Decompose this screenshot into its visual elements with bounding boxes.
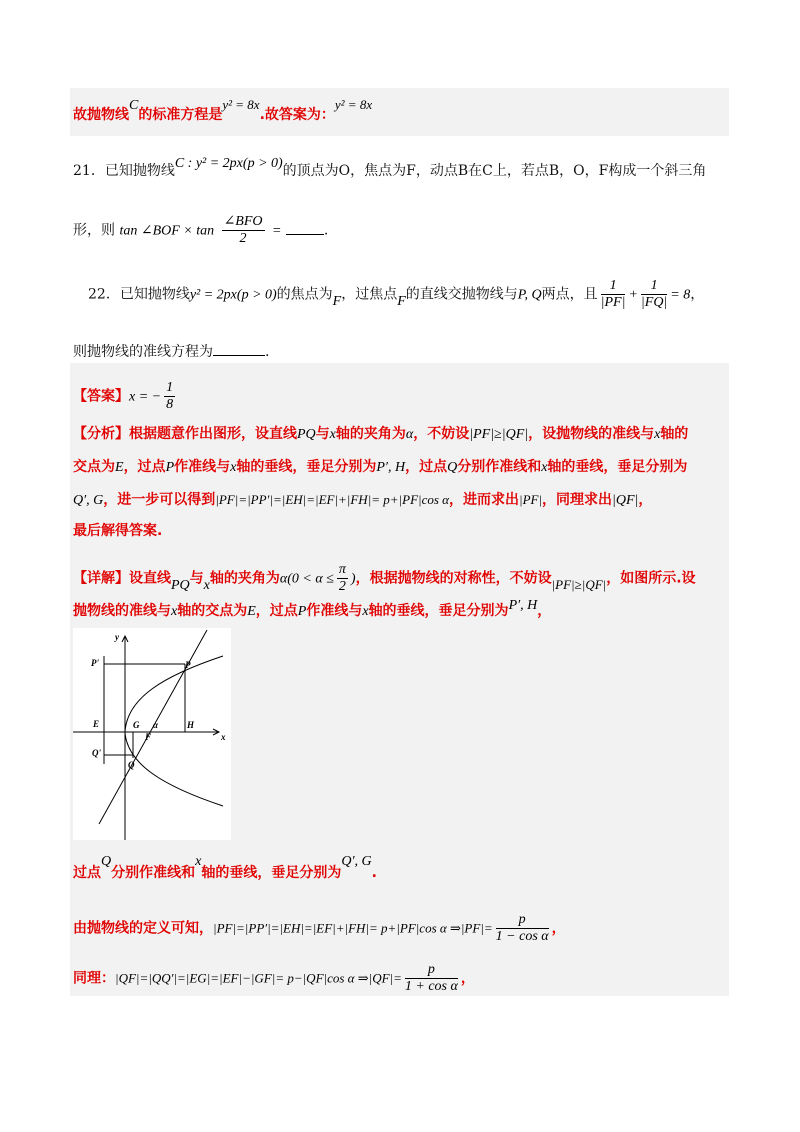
answer-label: 【答案】 [73, 388, 129, 405]
after-num: p [496, 912, 549, 929]
q22-plus: + [628, 287, 638, 303]
detail-line2 [73, 600, 551, 620]
detail-two: 2 [338, 579, 346, 594]
analysis-text: 轴的垂线，垂足分别为 [236, 459, 377, 475]
analysis-math: x [541, 460, 548, 475]
q21-fraction [222, 214, 265, 247]
label-f: F [145, 732, 152, 742]
detail-text: 设直线 [129, 570, 171, 587]
answer-mid2: .故答案为： [259, 107, 335, 123]
detail-math: P′, H [508, 598, 538, 613]
analysis-math: Q′, G [73, 493, 104, 508]
analysis-text: ， [638, 492, 653, 508]
detail-math: |PF|≥|QF| [551, 576, 607, 592]
analysis-text: 与 [315, 426, 330, 442]
analysis-text: ，同理求出 [542, 492, 613, 508]
label-alpha: α [153, 720, 158, 730]
analysis-text: 轴的垂线，垂足分别为 [547, 459, 688, 475]
answer-frac [164, 380, 175, 413]
q21-number: 21．已知抛物线 [73, 163, 175, 179]
analysis-math: PQ [297, 427, 316, 442]
label-p: P [185, 660, 191, 670]
analysis-text: ，过点 [123, 459, 166, 475]
answer-mid1: 的标准方程是 [138, 107, 223, 123]
after-math: |PF|=|PP′|=|EH|=|EF|+|FH|= p+|PF|cos α ⇒|PF|= [213, 920, 493, 936]
label-y: y [115, 632, 119, 642]
answer-eq: y² = 8x [222, 97, 260, 112]
after-line1 [73, 854, 377, 882]
after-frac2 [405, 962, 458, 995]
after-text: 由抛物线的定义可知， [73, 920, 213, 937]
detail-text: ，如图所示.设 [606, 570, 696, 587]
detail-label: 【详解】 [73, 570, 129, 587]
detail-text: 轴的夹角为 [209, 570, 280, 587]
analysis-text: 作准线与 [174, 459, 231, 475]
curve-c: C [129, 98, 139, 113]
detail-text: 与 [189, 570, 204, 587]
label-g: G [133, 720, 140, 730]
analysis-math: |QF| [612, 493, 639, 508]
after-den: 1 − cos α [495, 929, 549, 944]
analysis-math: E [115, 460, 124, 475]
q22-frac2 [641, 278, 667, 311]
q22-F2: F [397, 293, 406, 309]
analysis-math: x [329, 427, 336, 442]
after-line2 [73, 912, 566, 945]
q22-text4: 两点，且 [541, 286, 598, 303]
analysis-line3 [73, 489, 652, 509]
label-q: Q [128, 760, 135, 770]
analysis-text: ，进而求出 [449, 492, 519, 508]
label-h: H [187, 720, 195, 730]
answer-lhs: x = − [129, 389, 162, 405]
q22-rhs: = 8 [670, 287, 691, 303]
analysis-text: ，不妨设 [413, 426, 470, 442]
question-21-line1 [73, 156, 707, 180]
analysis-text: ，进一步可以得到 [103, 492, 216, 508]
q22-line2: 则抛物线的准线方程为 [73, 344, 213, 360]
question-21-line2 [73, 214, 328, 247]
analysis-math: α [405, 427, 414, 442]
detail-line1 [73, 562, 696, 595]
after-text: 过点 [73, 865, 101, 881]
analysis-text: 轴的夹角为 [335, 426, 406, 442]
analysis-math: |PF|≥|QF| [469, 427, 529, 442]
q21-frac-num: ∠BFO [223, 214, 263, 229]
answer-lead: 故抛物线 [73, 107, 129, 123]
q22-comma: ， [690, 286, 705, 303]
detail-text: ，根据抛物线的对称性，不妨设 [355, 570, 552, 587]
q22-f2-den: |FQ| [640, 295, 668, 310]
q21-expr: tan ∠BOF × tan [119, 223, 215, 239]
q21-text1: 的顶点为O，焦点为F，动点B在C上，若点B，O，F构成一个斜三角 [282, 163, 707, 179]
analysis-math: |PF| [519, 492, 543, 507]
analysis-text: 根据题意作出图形，设直线 [129, 426, 297, 442]
top-answer-line [73, 97, 373, 124]
after-math: x [195, 854, 202, 869]
question-22-line2 [73, 341, 269, 361]
detail-text: 轴的垂线，垂足分别为 [368, 603, 509, 619]
q21-text2: 形，则 [73, 222, 115, 239]
analysis-text: 分别作准线和 [457, 459, 542, 475]
after-den: 1 + cos α [404, 979, 458, 994]
detail-math: x [171, 604, 178, 619]
detail-math: x [362, 604, 369, 619]
q22-text3: 的直线交抛物线与 [405, 286, 518, 303]
parabola-figure [73, 628, 231, 840]
detail-math: PQ [171, 577, 190, 593]
analysis-line1 [73, 423, 688, 443]
label-e: E [93, 719, 100, 729]
after-text: 轴的垂线，垂足分别为 [201, 865, 342, 881]
analysis-text: ，过点 [405, 459, 448, 475]
detail-math: ) [350, 571, 356, 587]
after-frac1 [496, 912, 549, 945]
analysis-math: |PF|=|PP′|=|EH|=|EF|+|FH|= p+|PF|cos α [215, 492, 449, 507]
analysis-label: 【分析】 [73, 426, 129, 442]
after-line3 [73, 962, 475, 995]
q22-PQ: P, Q [517, 287, 542, 303]
after-math: |QF|=|QQ′|=|EG|=|EF|−|GF|= p−|QF|cos α ⇒|QF|= [115, 970, 402, 986]
answer-den: 8 [166, 397, 174, 412]
q22-formula: y² = 2px(p > 0) [189, 287, 277, 303]
detail-math: x [203, 577, 210, 593]
after-text: ， [551, 920, 566, 937]
analysis-line2 [73, 456, 687, 476]
answer-eq2: y² = 8x [334, 97, 373, 112]
q22-f1-den: |PF| [600, 295, 626, 310]
analysis-math: x [230, 460, 237, 475]
detail-text: ，过点 [255, 603, 298, 619]
after-math: Q′, G [341, 854, 372, 869]
q22-text1: 的焦点为 [276, 286, 333, 303]
question-22-line1 [88, 278, 704, 311]
detail-text: ， [537, 603, 552, 619]
q22-answer-blank [213, 343, 265, 356]
after-text: 同理： [73, 970, 115, 987]
analysis-text: 最后解得答案. [73, 523, 163, 539]
q21-answer-blank [286, 222, 324, 235]
analysis-text: 轴的 [660, 426, 689, 442]
q21-end: . [323, 222, 329, 239]
detail-text: 抛物线的准线与 [73, 603, 171, 619]
detail-text: 轴的交点为 [177, 603, 248, 619]
analysis-line4 [73, 520, 162, 540]
analysis-math: P [165, 460, 175, 475]
answer-num: 1 [166, 380, 174, 395]
q22-frac1 [601, 278, 626, 311]
q21-frac-den: 2 [239, 231, 247, 246]
analysis-math: P′, H [376, 460, 406, 475]
after-num: p [405, 962, 458, 979]
q22-end: . [265, 344, 270, 360]
q22-number: 22．已知抛物线 [88, 286, 190, 303]
detail-pi: π [338, 562, 346, 577]
q22-f1-num: 1 [601, 278, 626, 295]
analysis-math: Q [447, 460, 458, 475]
label-p-prime: P' [91, 658, 99, 668]
analysis-text: ，设抛物线的准线与 [528, 426, 655, 442]
after-text: 分别作准线和 [111, 865, 196, 881]
after-text: ， [460, 970, 475, 987]
after-math: Q [101, 854, 112, 869]
detail-math: α(0 < α ≤ [279, 571, 334, 587]
q22-f2-num: 1 [641, 278, 667, 295]
q22-F: F [332, 293, 342, 309]
q21-eq: = [271, 223, 282, 239]
label-q-prime: Q' [92, 748, 101, 758]
detail-math: E [247, 604, 256, 619]
answer-line [73, 380, 178, 413]
detail-pi-frac [337, 562, 348, 595]
label-x: x [221, 732, 226, 742]
detail-text: 作准线与 [306, 603, 363, 619]
q22-text2: ，过焦点 [341, 286, 398, 303]
analysis-math: x [654, 427, 661, 442]
detail-math: P [297, 604, 307, 619]
q21-formula: C : y² = 2px(p > 0) [174, 156, 283, 171]
analysis-text: 交点为 [73, 459, 115, 475]
after-text: . [371, 865, 377, 881]
